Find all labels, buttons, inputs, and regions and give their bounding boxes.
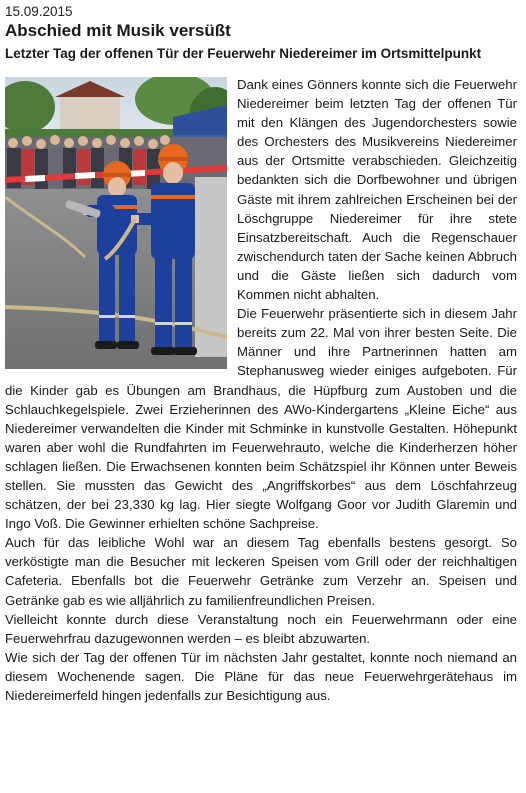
article-paragraph-3: Auch für das leibliche Wohl war an diesem Tag ebenfalls bestens gesorgt. So verköstigte man die Besucher mit leckeren Speisen vom Grill oder der reichhaltigen Cafeteria. Ebenfalls bot die Feuerwehr Getränke zum Verzehr an. Speisen und Getränke gab es wie alljährlich zu familienfreundlichen Preisen.	[5, 535, 517, 608]
article-body	[5, 75, 517, 705]
article-title: Abschied mit Musik versüßt	[5, 21, 231, 40]
article-subtitle: Letzter Tag der offenen Tür der Feuerwehr Niedereimer im Ortsmittelpunkt	[5, 46, 482, 61]
article-paragraph-1: Dank eines Gönners konnte sich die Feuerwehr Niedereimer beim letzten Tag der offenen Tür mit den Klängen des Jugendorchesters sowie des Orchesters des Musikvereins Niedereimer aus der Ortsmitte verabschieden. Gleichzeitig bedankten sich die Dorfbewohner und übrigen Gäste mit ihrem zahlreichen Erscheinen bei der Löschgruppe Niedereimer für ihre stete Einsatzbereitschaft. Auch die Regenschauer zwischendurch taten der Sache keinen Abbruch und die Gäste ließen sich dadurch vom Kommen nicht abhalten.	[237, 77, 517, 303]
article-paragraph-5: Wie sich der Tag der offenen Tür im nächsten Jahr gestaltet, konnte noch niemand an diesem Wochenende sagen. Die Pläne für das neue Feuerwehrgerätehaus im Niedereimerfeld hingen jedenfalls zur Besichtigung aus.	[5, 649, 517, 703]
article-paragraph-2: Die Feuerwehr präsentierte sich in diesem Jahr bereits zum 22. Mal von ihrer besten Seite. Die Männer und ihre Partnerinnen hatten am Stephanusweg wieder einiges aufgeboten. Für die Kinder gab es Übungen am Brandhaus, die Hüpfburg zum Austoben und die Schlauchkegelspiele. Zwei Erzieherinnen des AWo-Kindergartens „Kleine Eiche“ aus Niedereimer verwandelten die Kinder mit Schminke in kunstvolle Gestalten. Höhepunkt waren aber wohl die Rundfahrten im Feuerwehrauto, welche die Kinderherzen höher schlagen ließen. Die Erwachsenen konnten beim Schätzspiel ihr Können unter Beweis stellen. Sie mussten das Gewicht des „Angriffskorbes“ aus dem Löschfahrzeug schätzen, der bei 23,330 kg lag. Hier siegte Wolfgang Goor vor Judith Glaremin und Ingo Voß. Die Gewinner erhielten schöne Sachpreise.	[5, 306, 517, 532]
article-paragraph-4: Vielleicht konnte durch diese Veranstaltung noch ein Feuerwehrmann oder eine Feuerwehrfrau dazugewonnen werden – es bleibt abzuwarten.	[5, 611, 517, 646]
firefighter-youth-hose-photo	[5, 77, 227, 369]
photo-illustration	[5, 77, 227, 369]
article-date: 15.09.2015	[5, 4, 73, 19]
